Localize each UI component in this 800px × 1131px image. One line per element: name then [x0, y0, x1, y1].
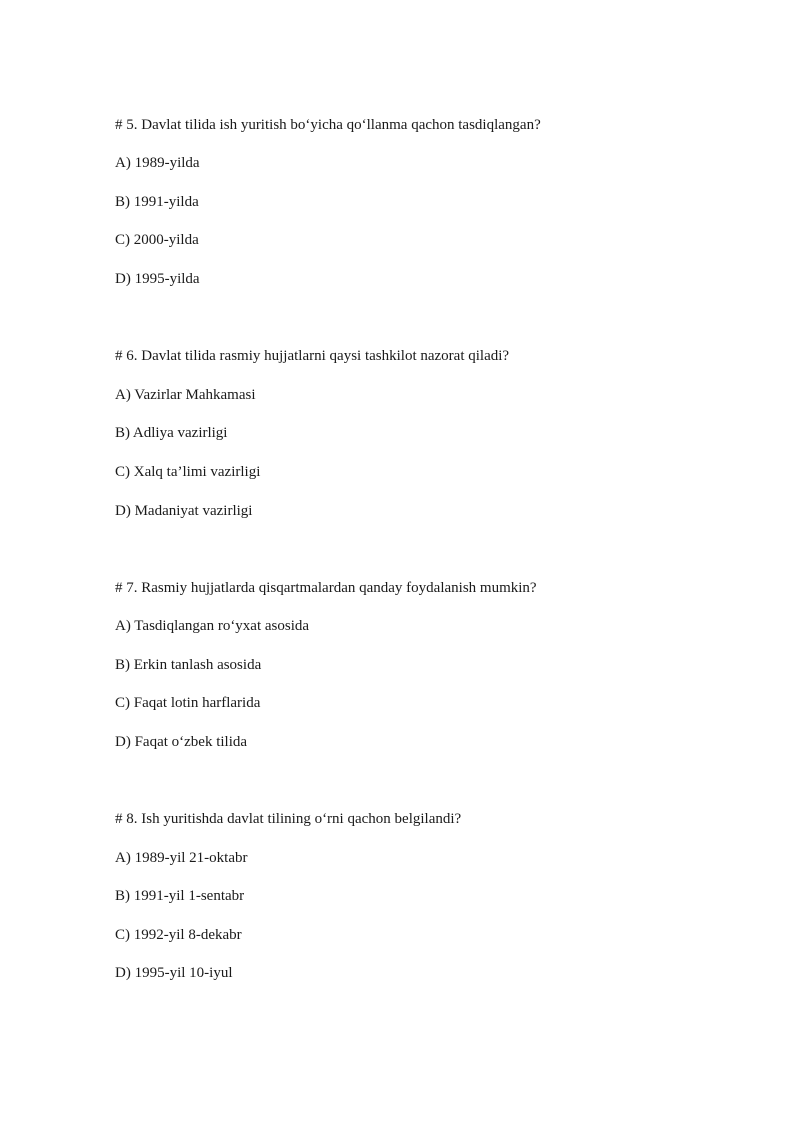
question-5-text: # 5. Davlat tilida ish yuritish bo‘yicha qo‘llanma qachon tasdiqlangan? — [115, 117, 541, 133]
question-5-option-b: B) 1991-yilda — [115, 194, 199, 210]
question-7-option-c: C) Faqat lotin harflarida — [115, 695, 261, 711]
question-7-option-b: B) Erkin tanlash asosida — [115, 657, 262, 673]
question-8-option-c: C) 1992-yil 8-dekabr — [115, 927, 242, 943]
question-7-option-d: D) Faqat o‘zbek tilida — [115, 734, 248, 750]
question-6-option-b: B) Adliya vazirligi — [115, 425, 228, 441]
question-6-option-a: A) Vazirlar Mahkamasi — [115, 387, 256, 403]
question-5-option-c: C) 2000-yilda — [115, 232, 199, 248]
question-7-option-a: A) Tasdiqlangan ro‘yxat asosida — [115, 618, 310, 634]
question-6-text: # 6. Davlat tilida rasmiy hujjatlarni qaysi tashkilot nazorat qiladi? — [115, 348, 510, 364]
question-5-option-a: A) 1989-yilda — [115, 155, 200, 171]
question-8-text: # 8. Ish yuritishda davlat tilining o‘rni qachon belgilandi? — [115, 811, 462, 827]
question-8-option-a: A) 1989-yil 21-oktabr — [115, 850, 248, 866]
question-6-option-c: C) Xalq ta’limi vazirligi — [115, 464, 261, 480]
question-8-option-b: B) 1991-yil 1-sentabr — [115, 888, 245, 904]
question-5-option-d: D) 1995-yilda — [115, 271, 200, 287]
question-6-option-d: D) Madaniyat vazirligi — [115, 503, 253, 519]
question-8-option-d: D) 1995-yil 10-iyul — [115, 965, 233, 981]
question-7-text: # 7. Rasmiy hujjatlarda qisqartmalardan qanday foydalanish mumkin? — [115, 580, 537, 596]
